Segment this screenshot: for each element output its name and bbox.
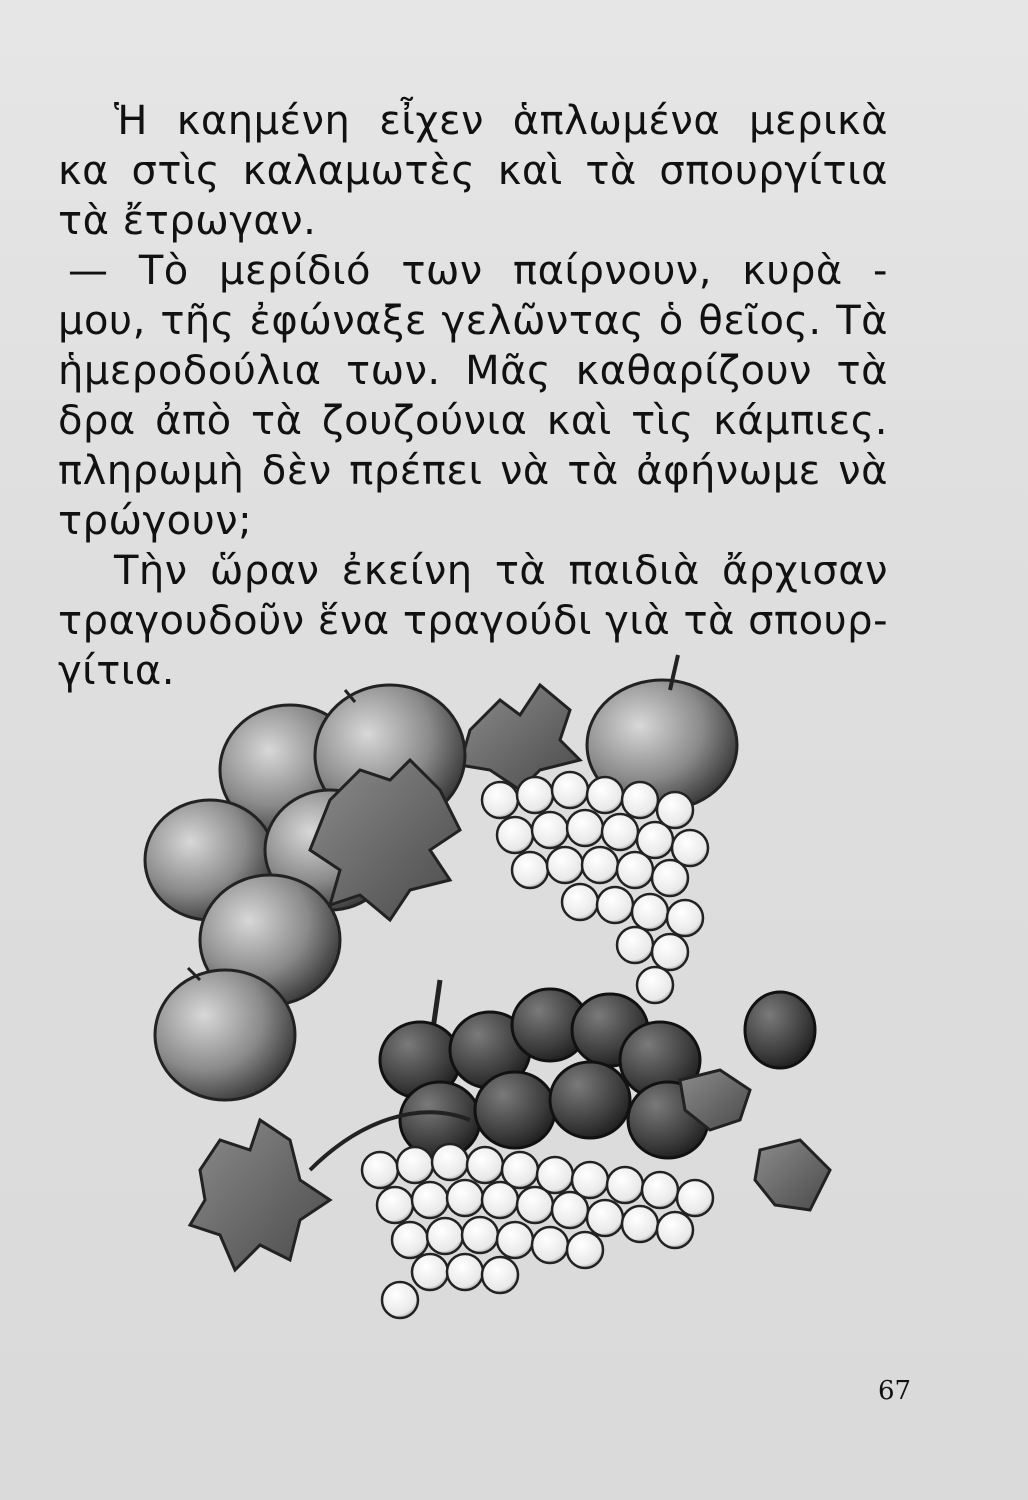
text-line: γίτια. <box>58 648 175 694</box>
text-line: ἡμεροδούλια των. Μᾶς καθαρίζουν τὰ <box>58 348 888 394</box>
text-line: πληρωμὴ δὲν πρέπει νὰ τὰ ἀφήνωμε νὰ <box>58 448 888 494</box>
plum-cluster <box>380 980 815 1158</box>
paragraph-2 <box>58 246 888 546</box>
apple <box>155 968 295 1100</box>
page-number: 67 <box>878 1376 912 1406</box>
text-line: τραγουδοῦν ἕνα τραγούδι γιὰ τὰ σπουρ- <box>58 598 888 644</box>
fruit-illustration <box>140 650 900 1350</box>
text-line: τρώγουν; <box>58 498 253 544</box>
paragraph-1 <box>58 96 888 246</box>
text-line: μου, τῆς ἐφώναξε γελῶντας ὁ θεῖος. Τὰ <box>58 298 888 344</box>
grape-bunch <box>482 772 708 1003</box>
text-line: Τὴν ὥραν ἐκείνη τὰ παιδιὰ ἄρχισαν <box>114 548 888 594</box>
text-line: Ἡ καημένη εἶχεν ἁπλωμένα μερικὰ <box>114 98 888 144</box>
text-line: δρα ἀπὸ τὰ ζουζούνια καὶ τὶς κάμπιες. <box>58 398 888 444</box>
body-text <box>58 96 888 696</box>
grape-leaf <box>190 1120 330 1270</box>
text-line: κα στὶς καλαμωτὲς καὶ τὰ σπουργίτια <box>58 148 888 194</box>
text-line: — Τὸ μερίδιό των παίρνουν, κυρὰ - <box>68 248 888 294</box>
text-line: τὰ ἔτρωγαν. <box>58 198 317 244</box>
